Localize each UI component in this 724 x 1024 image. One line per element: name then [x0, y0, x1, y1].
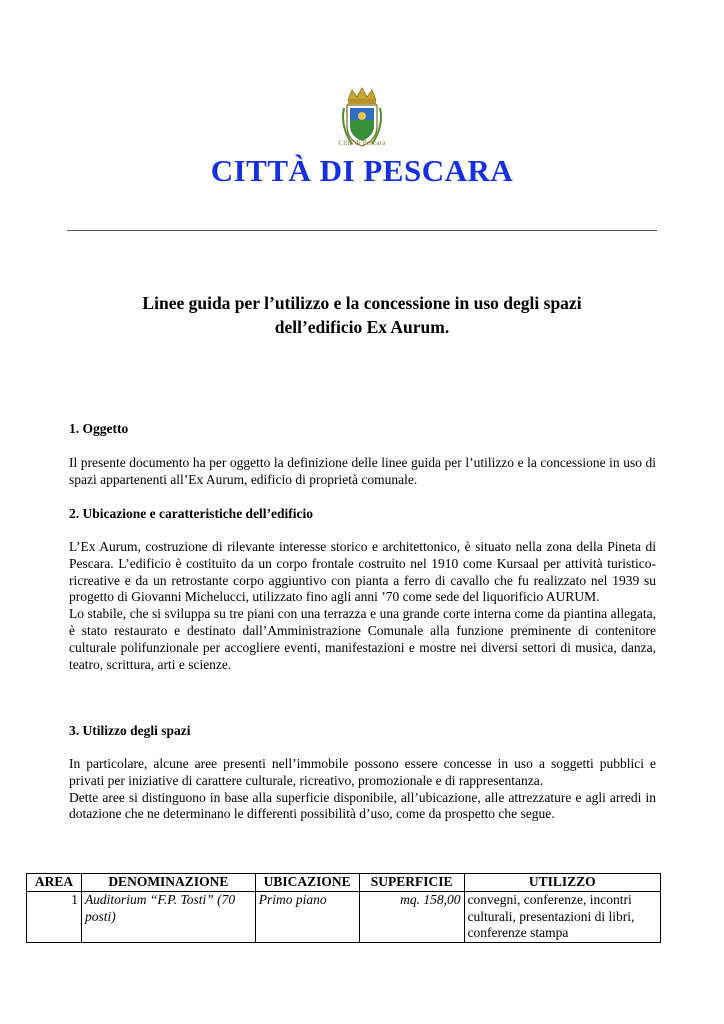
column-header-ubicazione: UBICAZIONE	[255, 874, 359, 892]
cell-denominazione: Auditorium “F.P. Tosti” (70 posti)	[81, 891, 255, 942]
section-heading: 2. Ubicazione e caratteristiche dell’edificio	[69, 506, 314, 521]
paragraph: L’Ex Aurum, costruzione di rilevante interesse storico e architettonico, è situato nella zona della Pineta di Pescara. L’edificio è costituito da un corpo frontale costruito nel 1910 come Kursaal per attività turistico-ricreative e da un retrostante corpo aggiuntivo con pianta a ferro di cavallo che fu realizzato nel 1939 su progetto di Giovanni Michelucci, utilizzato fino agli anni ’70 come sede del liquorificio AURUM.	[69, 539, 656, 605]
crest-caption: Città di Pescara	[338, 139, 386, 147]
document-title-line: dell’edificio Ex Aurum.	[274, 317, 450, 337]
document-title-line: Linee guida per l’utilizzo e la concessione in uso degli spazi	[142, 293, 582, 313]
cell-area: 1	[27, 891, 82, 942]
header-divider	[67, 230, 657, 231]
areas-table	[26, 873, 661, 943]
section-heading: 1. Oggetto	[69, 421, 129, 436]
section-body	[69, 539, 656, 673]
table-header-row	[27, 874, 661, 892]
cell-utilizzo: convegni, conferenze, incontri culturali, presentazioni di libri, conferenze stampa	[464, 891, 660, 942]
cell-ubicazione: Primo piano	[255, 891, 359, 942]
cell-superficie: mq. 158,00	[359, 891, 464, 942]
page-title: CITTÀ DI PESCARA	[210, 153, 514, 188]
paragraph: Lo stabile, che si sviluppa su tre piani con una terrazza e una grande corte interna come da piantina allegata, è stato restaurato e destinato dall’Amministrazione Comunale alla funzione preminente di contenitore culturale polifunzionale per accogliere eventi, manifestazioni e mostre nei diversi settori di musica, danza, teatro, scrittura, arti e scienze.	[69, 606, 656, 672]
paragraph: In particolare, alcune aree presenti nell’immobile possono essere concesse in uso a soggetti pubblici e privati per iniziative di carattere culturale, ricreativo, promozionale e di rappresentanza.	[69, 756, 656, 788]
section-body	[69, 756, 656, 823]
column-header-denominazione: DENOMINAZIONE	[81, 874, 255, 892]
paragraph: Dette aree si distinguono in base alla superficie disponibile, all’ubicazione, alle attrezzature e agli arredi in dotazione che ne determinano le differenti possibilità d’uso, come da prospetto che segue.	[69, 789, 656, 822]
section-body	[69, 455, 656, 489]
document-title	[90, 291, 634, 339]
paragraph: Il presente documento ha per oggetto la definizione delle linee guida per l’utilizzo e la concessione in uso di spazi appartenenti all’Ex Aurum, edificio di proprietà comunale.	[69, 455, 656, 487]
column-header-area: AREA	[27, 874, 82, 892]
section-heading: 3. Utilizzo degli spazi	[69, 723, 191, 738]
column-header-superficie: SUPERFICIE	[359, 874, 464, 892]
table-row	[27, 891, 661, 942]
column-header-utilizzo: UTILIZZO	[464, 874, 660, 892]
